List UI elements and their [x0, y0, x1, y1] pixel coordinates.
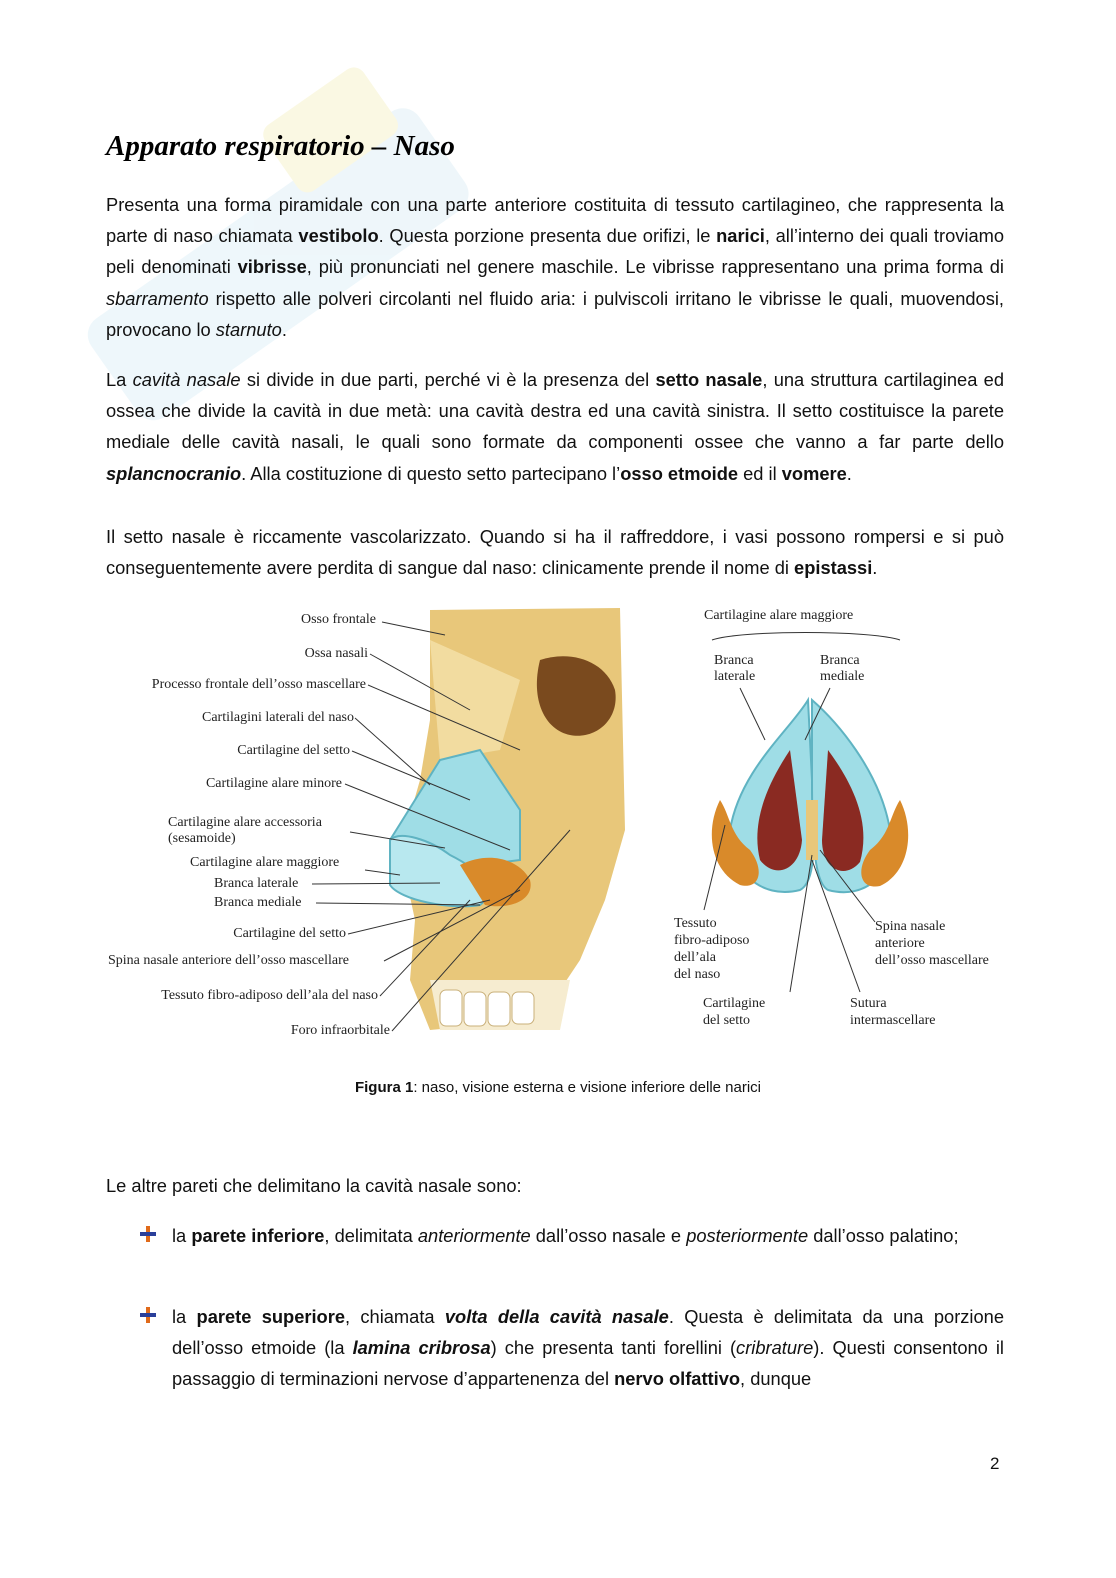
label-cartilagine-setto-1: Cartilagine del setto [237, 743, 350, 758]
label-right-cartilagine-2: del setto [703, 1013, 751, 1028]
label-right-tessuto-2: fibro-adiposo [674, 933, 750, 948]
paragraph-other-walls: Le altre pareti che delimitano la cavità nasale sono: [106, 1175, 522, 1196]
label-spina-nasale: Spina nasale anteriore dell’osso mascellare [108, 953, 350, 968]
nose-anatomy-figure [100, 600, 1020, 1045]
bullet-parete-superiore: la parete superiore, chiamata volta della cavità nasale. Questa è delimitata da una porzione dell’osso etmoide (la lamina cribrosa) che presenta tanti forellini (cribrature). Questi consentono il passaggio di terminazioni nervose d’appartenenza del nervo olfattivo, dunque [172, 1306, 1004, 1390]
figure-caption: Figura 1: naso, visione esterna e visione inferiore delle narici [354, 1079, 762, 1096]
label-right-branca-mediale-1: Branca [820, 653, 860, 668]
label-tessuto-fibro-adiposo: Tessuto fibro-adiposo dell’ala del naso [161, 988, 378, 1003]
page-title: Apparato respiratorio – Naso [106, 130, 455, 162]
label-right-cartilagine-1: Cartilagine [703, 996, 766, 1011]
label-processo-frontale: Processo frontale dell’osso mascellare [151, 677, 366, 692]
label-right-spina-2: anteriore [875, 936, 925, 951]
label-right-branca-laterale-1: Branca [714, 653, 754, 668]
bullet-arrow-icon [138, 1305, 158, 1325]
paragraph-epistassi: Il setto nasale è riccamente vascolarizzato. Quando si ha il raffreddore, i vasi possono rompersi e si può conseguentemente avere perdita di sangue dal naso: clinicamente prende il nome di epistassi. [106, 526, 1004, 579]
label-cartilagine-setto-2: Cartilagine del setto [233, 926, 346, 941]
label-right-branca-laterale-2: laterale [714, 669, 756, 684]
label-branca-laterale: Branca laterale [214, 876, 299, 891]
label-right-sutura-1: Sutura [850, 996, 887, 1011]
label-right-branca-mediale-2: mediale [820, 669, 865, 684]
label-right-tessuto-3: dell’ala [674, 950, 716, 965]
bullet-parete-inferiore: la parete inferiore, delimitata anteriormente dall’osso nasale e posteriormente dall’osso palatino; [172, 1225, 959, 1246]
skull-lateral-view [390, 608, 625, 1030]
label-ossa-nasali: Ossa nasali [304, 646, 368, 661]
label-right-spina-3: dell’osso mascellare [875, 953, 989, 968]
label-right-tessuto-4: del naso [674, 967, 721, 982]
paragraph-cavity: La cavità nasale si divide in due parti, perché vi è la presenza del setto nasale, una struttura cartilaginea ed ossea che divide la cavità in due metà: una cavità destra ed una cavità sinistra. Il setto costituisce la parete mediale delle cavità nasali, le quali sono formate da componenti ossee che vanno a far parte dello splancnocranio. Alla costituzione di questo setto partecipano l’osso etmoide ed il vomere. [106, 369, 1004, 484]
label-cartilagine-alare-minore: Cartilagine alare minore [205, 776, 342, 791]
label-cartilagini-laterali: Cartilagini laterali del naso [201, 710, 354, 725]
page-number: 2 [990, 1454, 1000, 1473]
label-right-tessuto-1: Tessuto [674, 916, 717, 931]
label-branca-mediale: Branca mediale [214, 895, 302, 910]
label-cartilagine-alare-accessoria: Cartilagine alare accessoria [168, 815, 322, 830]
paragraph-intro: Presenta una forma piramidale con una parte anteriore costituita di tessuto cartilagineo, che rappresenta la parte di naso chiamata vestibolo. Questa porzione presenta due orifizi, le narici, all’interno dei quali troviamo peli denominati vibrisse, più pronunciati nel genere maschile. Le vibrisse rappresentano una prima forma di sbarramento rispetto alle polveri circolanti nel fluido aria: i pulviscoli irritano le vibrisse le quali, muovendosi, provocano lo starnuto. [106, 194, 1005, 340]
label-sesamoide: (sesamoide) [168, 831, 236, 846]
label-right-cartilagine-alare: Cartilagine alare maggiore [704, 608, 854, 623]
label-cartilagine-alare-maggiore: Cartilagine alare maggiore [190, 855, 340, 870]
label-right-spina-1: Spina nasale [875, 919, 946, 934]
label-right-sutura-2: intermascellare [850, 1013, 936, 1028]
label-osso-frontale: Osso frontale [300, 612, 376, 627]
bullet-arrow-icon [138, 1224, 158, 1244]
label-foro-infraorbitale: Foro infraorbitale [290, 1023, 390, 1038]
